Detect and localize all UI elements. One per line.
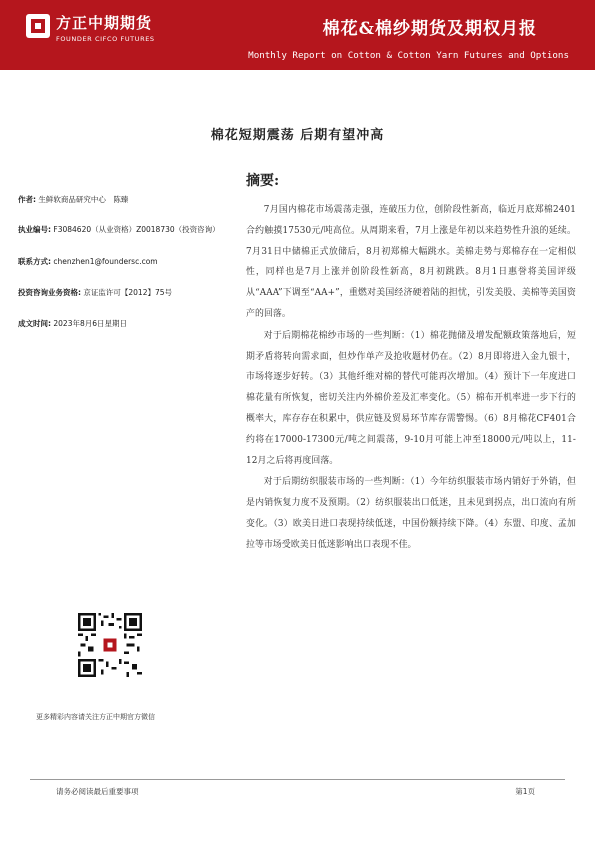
- brand-logo-icon: [26, 14, 50, 38]
- footer-divider: [30, 779, 565, 780]
- date-info: [18, 318, 127, 329]
- qr-code-icon[interactable]: [78, 613, 142, 677]
- page-number: 第1页: [515, 787, 535, 796]
- contact-info: [18, 256, 158, 267]
- advisory-value: 京证监许可【2012】75号: [83, 288, 173, 297]
- report-title: 棉花&棉纱期货及期权月报: [322, 19, 537, 39]
- advisory-label: 投资咨询业务资格:: [18, 288, 81, 297]
- license-value: F3084620（从业资格）Z0018730（投资咨询）: [53, 225, 220, 234]
- license-info: [18, 224, 220, 235]
- abstract-paragraph: 对于后期纺织服装市场的一些判断：（1）今年纺织服装市场内销好于外销，但是内销恢复力度不及预期。（2）纺织服装出口低迷，且未见到拐点，出口流向有所变化。（3）欧美日进口表现持续低迷，中国份额持续下降。（4）东盟、印度、孟加拉等市场受欧美日低迷影响出口表现不佳。: [246, 477, 576, 550]
- author-info: [18, 194, 128, 205]
- abstract-paragraph: 对于后期棉花棉纱市场的一些判断：（1）棉花抛储及增发配额政策落地后，短期矛盾将转向需求面，但炒作单产及抢收题材仍在。（2）8月即将进入金九银十，市场将逐步好转。（3）其他纤维对棉的替代可能再次增加。（4）预计下一年度进口棉花量有所恢复，密切关注内外棉价差及汇率变化。（5）棉布开机率进一步下行的概率大，库存存在积累中，供应链及贸易环节库存需警惕。（6）8月棉花CF401合约将在17000-17300元/吨之间震荡，9-10月可能上冲至18000元/吨以上，11-12月之后将再度回落。: [246, 330, 576, 466]
- main-heading: 棉花短期震荡 后期有望冲高: [210, 128, 385, 143]
- abstract-paragraph: 7月国内棉花市场震荡走强，连破压力位，创阶段性新高，临近月底郑棉2401合约触摸17530元/吨高位。从周期来看，7月上涨是年初以来趋势性升浪的延续。7月31日中储棉正式放储后，8月初郑棉大幅跳水。美棉走势与郑棉存在一定相似性，同样也是7月上涨并创阶段性新高，8月初跳跌。8月1日惠誉将美国评级从“AAA”下调至“AA+”，重燃对美国经济硬着陆的担忧，引发美股、美棉等美国资产的回落。: [246, 205, 576, 319]
- brand-name-cn: 方正中期期货: [56, 14, 153, 32]
- header-banner: [0, 0, 595, 70]
- qr-caption: 更多精彩内容请关注方正中期官方微信: [36, 713, 155, 721]
- abstract-body: [246, 200, 576, 557]
- author-label: 作者:: [18, 195, 36, 204]
- brand-name-en: FOUNDER CIFCO FUTURES: [56, 35, 155, 43]
- date-value: 2023年8月6日星期日: [53, 319, 128, 328]
- contact-label: 联系方式:: [18, 257, 51, 266]
- date-label: 成文时间:: [18, 319, 51, 328]
- footer-disclaimer: 请务必阅读最后重要事项: [56, 787, 139, 796]
- author-value: 生鲜软商品研究中心 陈臻: [38, 195, 129, 204]
- license-label: 执业编号:: [18, 225, 51, 234]
- abstract-label: 摘要:: [246, 173, 280, 189]
- contact-value[interactable]: chenzhen1@foundersc.com: [53, 257, 158, 266]
- advisory-info: [18, 287, 172, 298]
- report-subtitle: Monthly Report on Cotton & Cotton Yarn Futures and Options: [248, 50, 569, 61]
